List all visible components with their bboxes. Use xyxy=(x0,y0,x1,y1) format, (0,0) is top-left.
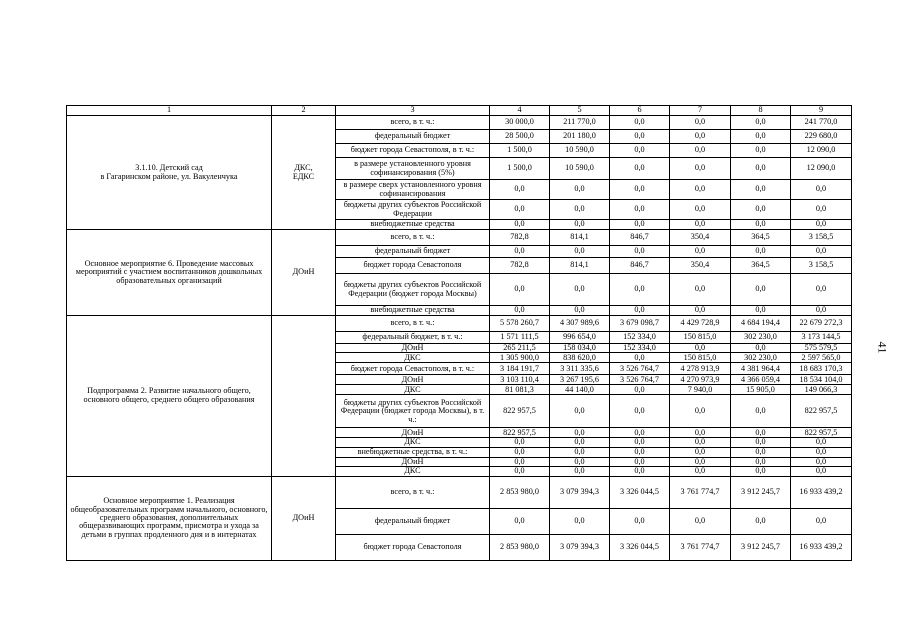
value-cell: 0,0 xyxy=(670,130,731,144)
value-cell: 0,0 xyxy=(550,306,610,316)
value-cell: 30 000,0 xyxy=(490,116,550,130)
funding-source-label: федеральный бюджет xyxy=(336,508,490,534)
header-cell: 1 xyxy=(67,106,272,116)
value-cell: 0,0 xyxy=(791,508,852,534)
value-cell: 0,0 xyxy=(670,246,731,258)
value-cell: 10 590,0 xyxy=(550,158,610,180)
value-cell: 0,0 xyxy=(670,428,731,438)
value-cell: 1 500,0 xyxy=(490,144,550,158)
value-cell: 0,0 xyxy=(610,158,670,180)
value-cell: 10 590,0 xyxy=(550,144,610,158)
executor-cell: ДОиН xyxy=(272,230,336,316)
value-cell: 0,0 xyxy=(550,428,610,438)
value-cell: 3 526 764,7 xyxy=(610,375,670,385)
value-cell: 0,0 xyxy=(731,306,791,316)
value-cell: 0,0 xyxy=(550,180,610,200)
header-cell: 9 xyxy=(791,106,852,116)
value-cell: 0,0 xyxy=(731,274,791,306)
value-cell: 229 680,0 xyxy=(791,130,852,144)
value-cell: 0,0 xyxy=(610,274,670,306)
value-cell: 0,0 xyxy=(550,467,610,476)
value-cell: 18 683 170,3 xyxy=(791,363,852,375)
value-cell: 0,0 xyxy=(731,180,791,200)
value-cell: 782,8 xyxy=(490,230,550,246)
value-cell: 0,0 xyxy=(550,447,610,457)
value-cell: 152 334,0 xyxy=(610,344,670,353)
funding-source-label: внебюджетные средства xyxy=(336,220,490,230)
header-cell: 5 xyxy=(550,106,610,116)
value-cell: 0,0 xyxy=(550,395,610,428)
executor-cell xyxy=(272,316,336,477)
value-cell: 0,0 xyxy=(550,438,610,447)
value-cell: 0,0 xyxy=(610,467,670,476)
value-cell: 3 079 394,3 xyxy=(550,534,610,560)
value-cell: 575 579,5 xyxy=(791,344,852,353)
funding-source-label: бюджет города Севастополя, в т. ч.: xyxy=(336,363,490,375)
value-cell: 1 571 111,5 xyxy=(490,332,550,344)
value-cell: 0,0 xyxy=(610,385,670,395)
funding-source-label: ДОиН xyxy=(336,375,490,385)
value-cell: 0,0 xyxy=(731,130,791,144)
value-cell: 0,0 xyxy=(670,306,731,316)
value-cell: 0,0 xyxy=(670,220,731,230)
value-cell: 4 381 964,4 xyxy=(731,363,791,375)
value-cell: 350,4 xyxy=(670,258,731,274)
value-cell: 302 230,0 xyxy=(731,332,791,344)
value-cell: 2 597 565,0 xyxy=(791,353,852,363)
value-cell: 0,0 xyxy=(731,200,791,220)
value-cell: 0,0 xyxy=(610,246,670,258)
value-cell: 12 090,0 xyxy=(791,144,852,158)
funding-source-label: бюджет города Севастополя xyxy=(336,258,490,274)
funding-source-label: ДОиН xyxy=(336,428,490,438)
value-cell: 0,0 xyxy=(610,447,670,457)
value-cell: 0,0 xyxy=(670,344,731,353)
value-cell: 0,0 xyxy=(550,508,610,534)
value-cell: 3 526 764,7 xyxy=(610,363,670,375)
value-cell: 0,0 xyxy=(670,200,731,220)
funding-source-label: ДКС xyxy=(336,438,490,447)
value-cell: 2 853 980,0 xyxy=(490,534,550,560)
value-cell: 0,0 xyxy=(791,306,852,316)
value-cell: 0,0 xyxy=(610,457,670,466)
budget-table xyxy=(66,105,852,561)
value-cell: 2 853 980,0 xyxy=(490,476,550,508)
value-cell: 822 957,5 xyxy=(791,428,852,438)
value-cell: 3 912 245,7 xyxy=(731,476,791,508)
value-cell: 0,0 xyxy=(731,144,791,158)
value-cell: 0,0 xyxy=(490,246,550,258)
value-cell: 0,0 xyxy=(731,246,791,258)
table-row xyxy=(67,476,852,508)
value-cell: 782,8 xyxy=(490,258,550,274)
value-cell: 3 184 191,7 xyxy=(490,363,550,375)
header-cell: 7 xyxy=(670,106,731,116)
funding-source-label: бюджеты других субъектов Российской Федерации (бюджет города Москвы) xyxy=(336,274,490,306)
value-cell: 0,0 xyxy=(490,274,550,306)
value-cell: 846,7 xyxy=(610,230,670,246)
value-cell: 846,7 xyxy=(610,258,670,274)
value-cell: 3 103 110,4 xyxy=(490,375,550,385)
value-cell: 0,0 xyxy=(791,438,852,447)
value-cell: 28 500,0 xyxy=(490,130,550,144)
value-cell: 149 066,3 xyxy=(791,385,852,395)
table-row xyxy=(67,230,852,246)
value-cell: 0,0 xyxy=(490,220,550,230)
value-cell: 0,0 xyxy=(670,447,731,457)
value-cell: 22 679 272,3 xyxy=(791,316,852,332)
funding-source-label: федеральный бюджет xyxy=(336,130,490,144)
value-cell: 3 267 195,6 xyxy=(550,375,610,385)
value-cell: 0,0 xyxy=(731,158,791,180)
value-cell: 0,0 xyxy=(490,438,550,447)
value-cell: 0,0 xyxy=(610,144,670,158)
value-cell: 3 311 335,6 xyxy=(550,363,610,375)
value-cell: 0,0 xyxy=(670,438,731,447)
value-cell: 364,5 xyxy=(731,230,791,246)
value-cell: 15 905,0 xyxy=(731,385,791,395)
funding-source-label: ДКС xyxy=(336,467,490,476)
value-cell: 814,1 xyxy=(550,230,610,246)
value-cell: 16 933 439,2 xyxy=(791,534,852,560)
value-cell: 0,0 xyxy=(550,200,610,220)
value-cell: 12 090,0 xyxy=(791,158,852,180)
value-cell: 201 180,0 xyxy=(550,130,610,144)
value-cell: 0,0 xyxy=(791,220,852,230)
value-cell: 16 933 439,2 xyxy=(791,476,852,508)
value-cell: 0,0 xyxy=(490,508,550,534)
funding-source-label: внебюджетные средства, в т. ч.: xyxy=(336,447,490,457)
value-cell: 0,0 xyxy=(670,180,731,200)
value-cell: 0,0 xyxy=(610,220,670,230)
value-cell: 0,0 xyxy=(731,116,791,130)
executor-cell: ДКС, ЕДКС xyxy=(272,116,336,230)
header-cell: 3 xyxy=(336,106,490,116)
value-cell: 0,0 xyxy=(731,395,791,428)
value-cell: 158 034,0 xyxy=(550,344,610,353)
value-cell: 0,0 xyxy=(731,457,791,466)
funding-source-label: ДОиН xyxy=(336,457,490,466)
value-cell: 3 679 098,7 xyxy=(610,316,670,332)
value-cell: 4 307 989,6 xyxy=(550,316,610,332)
value-cell: 0,0 xyxy=(610,130,670,144)
value-cell: 302 230,0 xyxy=(731,353,791,363)
value-cell: 838 620,0 xyxy=(550,353,610,363)
value-cell: 81 081,3 xyxy=(490,385,550,395)
value-cell: 4 270 973,9 xyxy=(670,375,731,385)
header-cell: 6 xyxy=(610,106,670,116)
executor-cell: ДОиН xyxy=(272,476,336,560)
table-row xyxy=(67,316,852,332)
value-cell: 3 158,5 xyxy=(791,230,852,246)
value-cell: 0,0 xyxy=(550,457,610,466)
value-cell: 1 500,0 xyxy=(490,158,550,180)
value-cell: 0,0 xyxy=(490,457,550,466)
value-cell: 0,0 xyxy=(791,274,852,306)
value-cell: 265 211,5 xyxy=(490,344,550,353)
value-cell: 3 158,5 xyxy=(791,258,852,274)
value-cell: 0,0 xyxy=(610,395,670,428)
column-number-row xyxy=(67,106,852,116)
header-cell: 2 xyxy=(272,106,336,116)
value-cell: 0,0 xyxy=(550,220,610,230)
value-cell: 150 815,0 xyxy=(670,353,731,363)
value-cell: 0,0 xyxy=(670,144,731,158)
value-cell: 4 366 059,4 xyxy=(731,375,791,385)
value-cell: 822 957,5 xyxy=(791,395,852,428)
value-cell: 0,0 xyxy=(731,220,791,230)
value-cell: 0,0 xyxy=(731,438,791,447)
value-cell: 0,0 xyxy=(610,428,670,438)
value-cell: 364,5 xyxy=(731,258,791,274)
funding-source-label: в размере установленного уровня софинансирования (5%) xyxy=(336,158,490,180)
value-cell: 0,0 xyxy=(610,116,670,130)
value-cell: 0,0 xyxy=(791,457,852,466)
value-cell: 211 770,0 xyxy=(550,116,610,130)
value-cell: 0,0 xyxy=(670,457,731,466)
value-cell: 0,0 xyxy=(731,467,791,476)
value-cell: 1 305 900,0 xyxy=(490,353,550,363)
header-cell: 4 xyxy=(490,106,550,116)
value-cell: 4 684 194,4 xyxy=(731,316,791,332)
value-cell: 0,0 xyxy=(670,395,731,428)
value-cell: 0,0 xyxy=(791,467,852,476)
main-activity-1-name: Основное мероприятие 1. Реализация общеобразовательных программ начального, основного, среднего образования, дополнительных общеразвивающих программ, присмотра и ухода за детьми в группах продленного дня и в интернатах xyxy=(67,476,272,560)
value-cell: 0,0 xyxy=(610,200,670,220)
value-cell: 0,0 xyxy=(731,428,791,438)
funding-source-label: ДОиН xyxy=(336,344,490,353)
value-cell: 350,4 xyxy=(670,230,731,246)
value-cell: 814,1 xyxy=(550,258,610,274)
value-cell: 0,0 xyxy=(490,306,550,316)
value-cell: 0,0 xyxy=(550,246,610,258)
value-cell: 822 957,5 xyxy=(490,428,550,438)
funding-source-label: всего, в т. ч.: xyxy=(336,230,490,246)
value-cell: 0,0 xyxy=(791,447,852,457)
value-cell: 7 940,0 xyxy=(670,385,731,395)
funding-source-label: внебюджетные средства xyxy=(336,306,490,316)
value-cell: 0,0 xyxy=(670,274,731,306)
funding-source-label: бюджеты других субъектов Российской Федерации (бюджет города Москвы), в т. ч.: xyxy=(336,395,490,428)
value-cell: 0,0 xyxy=(670,116,731,130)
funding-source-label: федеральный бюджет xyxy=(336,246,490,258)
value-cell: 150 815,0 xyxy=(670,332,731,344)
funding-source-label: бюджеты других субъектов Российской Федерации xyxy=(336,200,490,220)
value-cell: 0,0 xyxy=(550,274,610,306)
funding-source-label: всего, в т. ч.: xyxy=(336,116,490,130)
funding-source-label: в размере сверх установленного уровня софинансирования xyxy=(336,180,490,200)
table-row xyxy=(67,116,852,130)
value-cell: 3 326 044,5 xyxy=(610,476,670,508)
header-cell: 8 xyxy=(731,106,791,116)
funding-source-label: бюджет города Севастополя xyxy=(336,534,490,560)
value-cell: 0,0 xyxy=(791,180,852,200)
subprogram-2-name: Подпрограмма 2. Развитие начального общего, основного общего, среднего общего образования xyxy=(67,316,272,477)
funding-source-label: бюджет города Севастополя, в т. ч.: xyxy=(336,144,490,158)
value-cell: 0,0 xyxy=(670,467,731,476)
funding-source-label: ДКС xyxy=(336,353,490,363)
value-cell: 822 957,5 xyxy=(490,395,550,428)
value-cell: 0,0 xyxy=(490,447,550,457)
value-cell: 18 534 104,0 xyxy=(791,375,852,385)
value-cell: 0,0 xyxy=(490,200,550,220)
value-cell: 0,0 xyxy=(731,344,791,353)
funding-source-label: всего, в т. ч.: xyxy=(336,316,490,332)
value-cell: 0,0 xyxy=(610,508,670,534)
value-cell: 0,0 xyxy=(791,246,852,258)
value-cell: 0,0 xyxy=(610,180,670,200)
value-cell: 3 173 144,5 xyxy=(791,332,852,344)
value-cell: 3 326 044,5 xyxy=(610,534,670,560)
value-cell: 0,0 xyxy=(670,158,731,180)
value-cell: 0,0 xyxy=(791,200,852,220)
value-cell: 0,0 xyxy=(610,353,670,363)
funding-source-label: ДКС xyxy=(336,385,490,395)
value-cell: 5 578 260,7 xyxy=(490,316,550,332)
value-cell: 4 278 913,9 xyxy=(670,363,731,375)
value-cell: 3 912 245,7 xyxy=(731,534,791,560)
value-cell: 0,0 xyxy=(731,508,791,534)
value-cell: 3 761 774,7 xyxy=(670,476,731,508)
funding-source-label: федеральный бюджет, в т. ч.: xyxy=(336,332,490,344)
value-cell: 0,0 xyxy=(490,467,550,476)
value-cell: 241 770,0 xyxy=(791,116,852,130)
value-cell: 4 429 728,9 xyxy=(670,316,731,332)
value-cell: 0,0 xyxy=(670,508,731,534)
value-cell: 0,0 xyxy=(731,447,791,457)
page-number: 41 xyxy=(875,341,890,354)
value-cell: 3 761 774,7 xyxy=(670,534,731,560)
value-cell: 0,0 xyxy=(610,306,670,316)
value-cell: 996 654,0 xyxy=(550,332,610,344)
value-cell: 0,0 xyxy=(610,438,670,447)
value-cell: 3 079 394,3 xyxy=(550,476,610,508)
value-cell: 0,0 xyxy=(490,180,550,200)
funding-source-label: всего, в т. ч.: xyxy=(336,476,490,508)
value-cell: 44 140,0 xyxy=(550,385,610,395)
kindergarten-3-1-10-name: 3.1.10. Детский сад в Гагаринском районе, ул. Вакуленчука xyxy=(67,116,272,230)
main-activity-6-name: Основное мероприятие 6. Проведение массовых мероприятий с участием воспитанников дошкольных образовательных организаций xyxy=(67,230,272,316)
value-cell: 152 334,0 xyxy=(610,332,670,344)
